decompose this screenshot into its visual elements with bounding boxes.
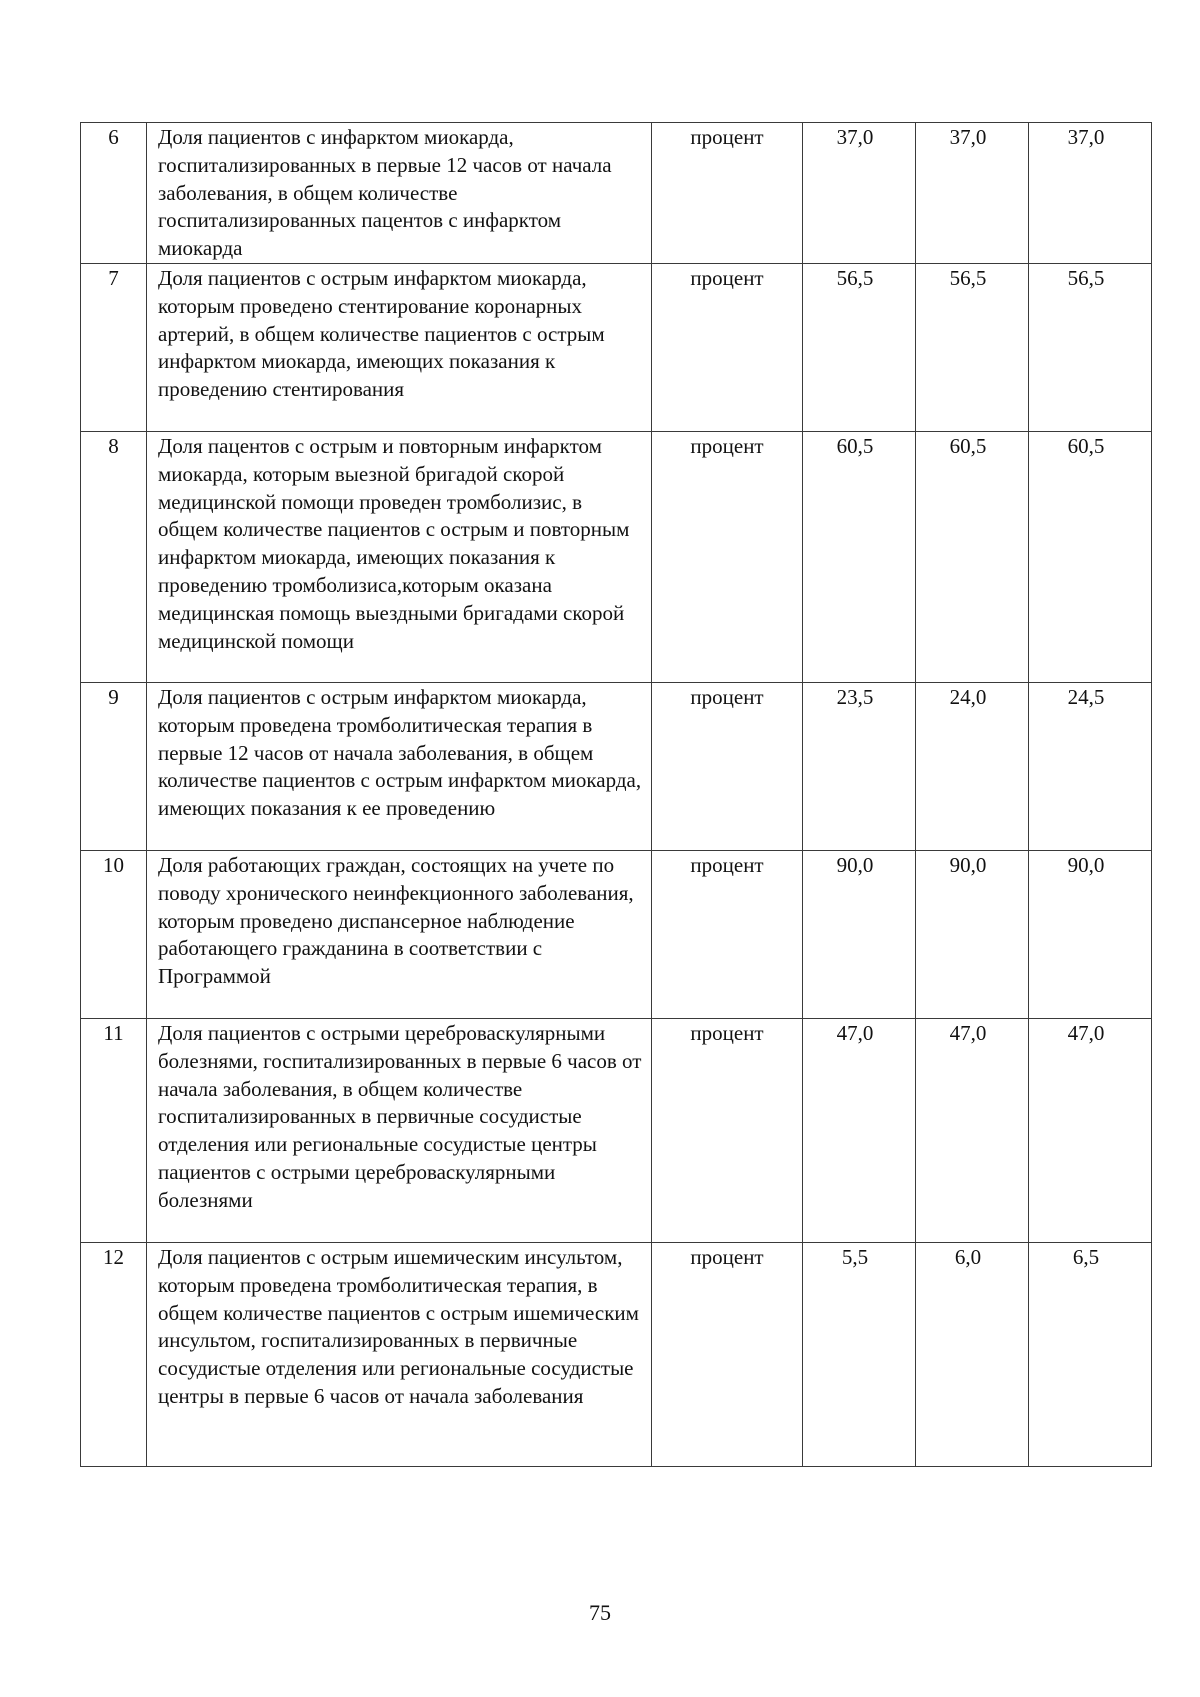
row-number: 6	[81, 123, 147, 264]
value-year-1: 5,5	[803, 1242, 916, 1466]
row-number: 9	[81, 682, 147, 850]
indicator-description: Доля пациентов с острым ишемическим инсультом, которым проведена тромболитическая терапия, в общем количестве пациентов с острым ишемическим инсультом, госпитализированных в первичные сосудистые отделения или региональные сосудистые центры в первые 6 часов от начала заболевания	[147, 1242, 652, 1466]
value-year-3: 37,0	[1029, 123, 1152, 264]
value-year-3: 24,5	[1029, 682, 1152, 850]
indicator-description: Доля пациентов с инфарктом миокарда, госпитализированных в первые 12 часов от начала заболевания, в общем количестве госпитализированных пацентов с инфарктом миокарда	[147, 123, 652, 264]
table-row	[81, 682, 1152, 850]
indicator-description: Доля пацентов с острым и повторным инфарктом миокарда, которым выезной бригадой скорой медицинской помощи проведен тромболизис, в общем количестве пациентов с острым и повторным инфарктом миокарда, имеющих показания к проведению тромболизиса,которым оказана медицинская помощь выездными бригадами скорой медицинской помощи	[147, 431, 652, 682]
unit-cell: процент	[652, 850, 803, 1018]
value-year-2: 90,0	[916, 850, 1029, 1018]
value-year-3: 60,5	[1029, 431, 1152, 682]
value-year-2: 60,5	[916, 431, 1029, 682]
indicator-description: Доля работающих граждан, состоящих на учете по поводу хронического неинфекционного заболевания, которым проведено диспансерное наблюдение работающего гражданина в соответствии с Программой	[147, 850, 652, 1018]
value-year-1: 37,0	[803, 123, 916, 264]
unit-cell: процент	[652, 1242, 803, 1466]
value-year-1: 60,5	[803, 431, 916, 682]
indicators-table	[80, 122, 1152, 1467]
value-year-2: 56,5	[916, 263, 1029, 431]
value-year-1: 23,5	[803, 682, 916, 850]
row-number: 11	[81, 1018, 147, 1242]
row-number: 8	[81, 431, 147, 682]
table-row	[81, 123, 1152, 264]
value-year-3: 90,0	[1029, 850, 1152, 1018]
unit-cell: процент	[652, 123, 803, 264]
row-number: 7	[81, 263, 147, 431]
row-number: 12	[81, 1242, 147, 1466]
indicator-description: Доля пациентов с острым инфарктом миокарда, которым проведена тромболитическая терапия в первые 12 часов от начала заболевания, в общем количестве пациентов с острым инфарктом миокарда, имеющих показания к ее проведению	[147, 682, 652, 850]
table-row	[81, 263, 1152, 431]
page-number: 75	[589, 1600, 611, 1625]
value-year-3: 6,5	[1029, 1242, 1152, 1466]
table-row	[81, 850, 1152, 1018]
unit-cell: процент	[652, 682, 803, 850]
table-row	[81, 431, 1152, 682]
table-row	[81, 1242, 1152, 1466]
value-year-2: 6,0	[916, 1242, 1029, 1466]
unit-cell: процент	[652, 263, 803, 431]
value-year-3: 56,5	[1029, 263, 1152, 431]
value-year-3: 47,0	[1029, 1018, 1152, 1242]
table-row	[81, 1018, 1152, 1242]
unit-cell: процент	[652, 431, 803, 682]
value-year-2: 37,0	[916, 123, 1029, 264]
value-year-1: 47,0	[803, 1018, 916, 1242]
row-number: 10	[81, 850, 147, 1018]
indicator-description: Доля пациентов с острыми цереброваскулярными болезнями, госпитализированных в первые 6 часов от начала заболевания, в общем количестве госпитализированных в первичные сосудистые отделения или региональные сосудистые центры пациентов с острыми цереброваскулярными болезнями	[147, 1018, 652, 1242]
value-year-2: 24,0	[916, 682, 1029, 850]
unit-cell: процент	[652, 1018, 803, 1242]
value-year-1: 56,5	[803, 263, 916, 431]
value-year-2: 47,0	[916, 1018, 1029, 1242]
value-year-1: 90,0	[803, 850, 916, 1018]
indicator-description: Доля пациентов с острым инфарктом миокарда, которым проведено стентирование коронарных артерий, в общем количестве пациентов с острым инфарктом миокарда, имеющих показания к проведению стентирования	[147, 263, 652, 431]
